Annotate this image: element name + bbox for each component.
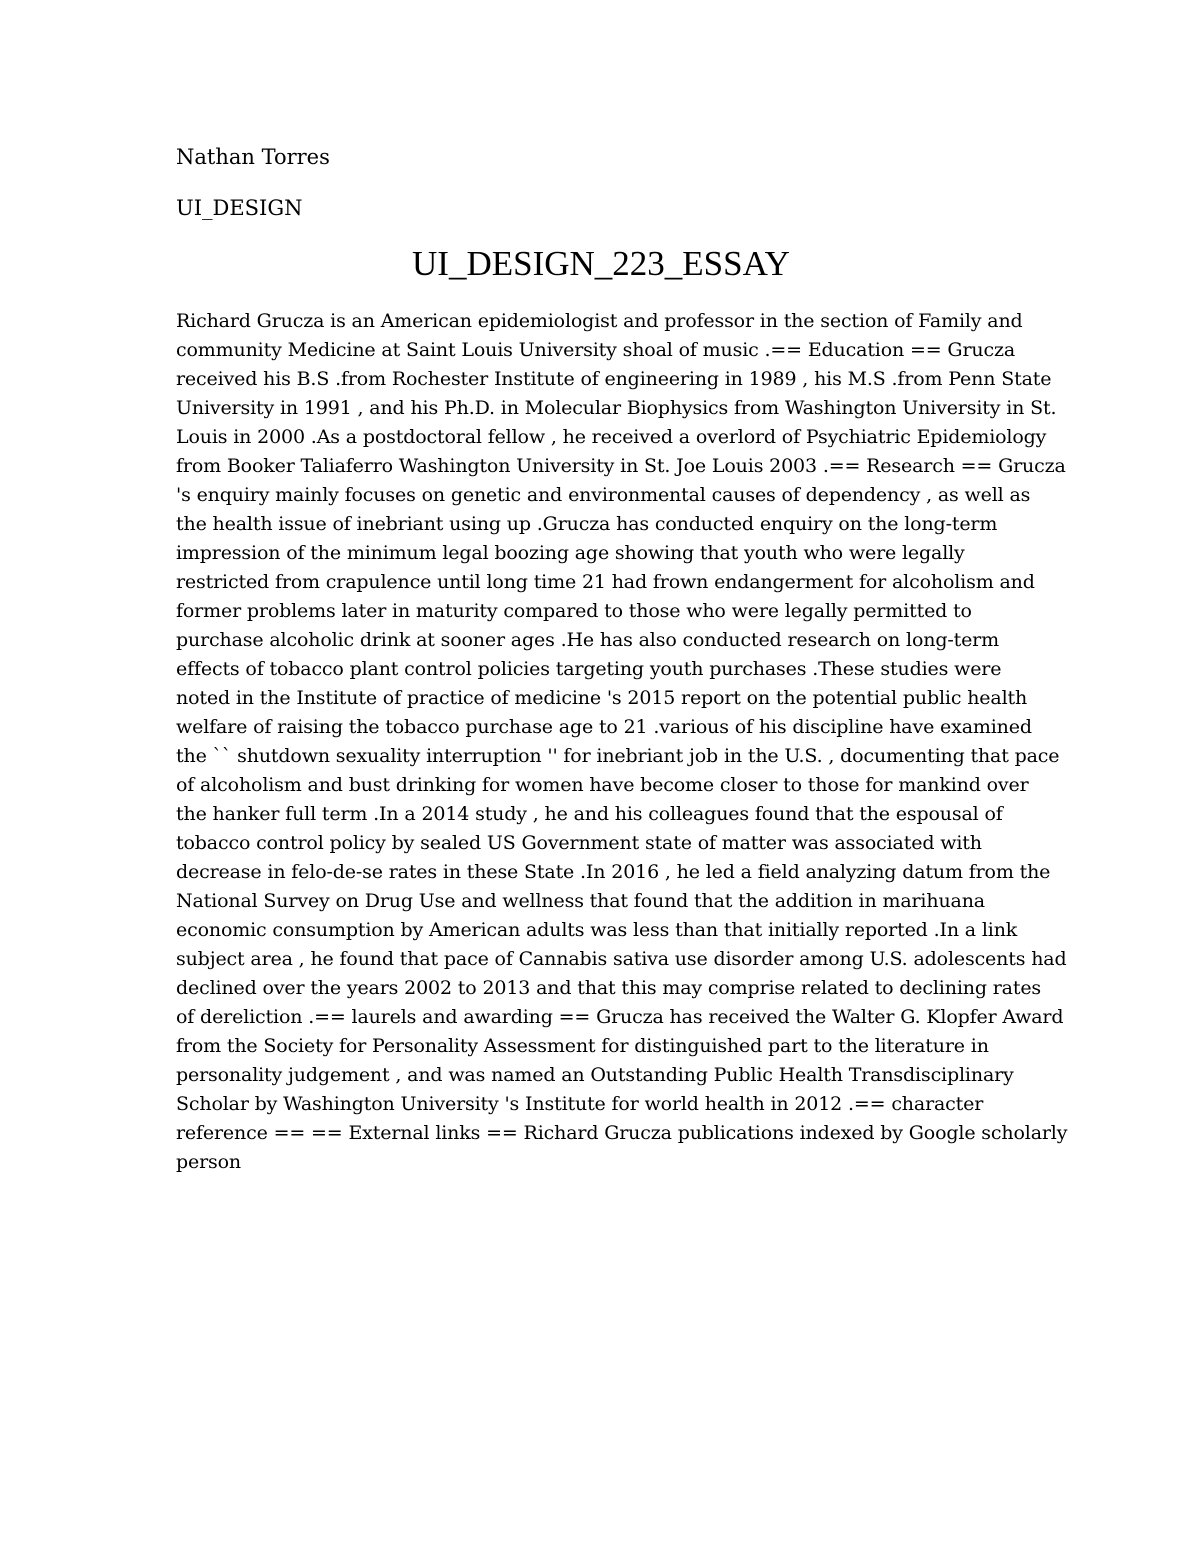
- body-line: former problems later in maturity compared to those who were legally permitted to: [176, 600, 972, 622]
- body-line: decrease in felo-de-se rates in these State .In 2016 , he led a field analyzing datum from the: [176, 861, 1051, 883]
- body-line: the `` shutdown sexuality interruption '' for inebriant job in the U.S. , documenting that pace: [176, 745, 1060, 767]
- body-line: of alcoholism and bust drinking for women have become closer to those for mankind over: [176, 774, 1029, 796]
- body-line: noted in the Institute of practice of medicine 's 2015 report on the potential public health: [176, 687, 1028, 709]
- body-line: community Medicine at Saint Louis University shoal of music .== Education == Grucza: [176, 339, 1015, 361]
- body-line: subject area , he found that pace of Cannabis sativa use disorder among U.S. adolescents had: [176, 948, 1067, 970]
- body-line: the health issue of inebriant using up .Grucza has conducted enquiry on the long-term: [176, 513, 998, 535]
- body-line: the hanker full term .In a 2014 study , he and his colleagues found that the espousal of: [176, 803, 1003, 825]
- body-line: purchase alcoholic drink at sooner ages .He has also conducted research on long-term: [176, 629, 999, 651]
- body-line: 's enquiry mainly focuses on genetic and environmental causes of dependency , as well as: [176, 484, 1031, 506]
- body-line: effects of tobacco plant control policies targeting youth purchases .These studies were: [176, 658, 1002, 680]
- body-line: Richard Grucza is an American epidemiologist and professor in the section of Family and: [176, 310, 1023, 332]
- body-line: declined over the years 2002 to 2013 and that this may comprise related to declining rates: [176, 977, 1042, 999]
- body-line: reference == == External links == Richard Grucza publications indexed by Google scholarly: [176, 1122, 1068, 1144]
- essay-title: UI_DESIGN_223_ESSAY: [412, 244, 790, 283]
- body-line: of dereliction .== laurels and awarding == Grucza has received the Walter G. Klopfer Award: [176, 1006, 1064, 1028]
- body-line: from the Society for Personality Assessment for distinguished part to the literature in: [176, 1035, 989, 1057]
- body-line: Scholar by Washington University 's Institute for world health in 2012 .== character: [176, 1093, 984, 1115]
- body-line: National Survey on Drug Use and wellness that found that the addition in marihuana: [176, 890, 985, 912]
- course-name: UI_DESIGN: [176, 196, 303, 220]
- essay-body: [176, 307, 1068, 1177]
- body-line: impression of the minimum legal boozing age showing that youth who were legally: [176, 542, 965, 564]
- body-line: University in 1991 , and his Ph.D. in Molecular Biophysics from Washington University in St.: [176, 397, 1057, 419]
- author-name: Nathan Torres: [176, 145, 330, 169]
- body-line: restricted from crapulence until long time 21 had frown endangerment for alcoholism and: [176, 571, 1035, 593]
- body-line: personality judgement , and was named an Outstanding Public Health Transdisciplinary: [176, 1064, 1014, 1086]
- body-line: Louis in 2000 .As a postdoctoral fellow , he received a overlord of Psychiatric Epidemiology: [176, 426, 1047, 448]
- body-line: received his B.S .from Rochester Institute of engineering in 1989 , his M.S .from Penn State: [176, 368, 1052, 390]
- body-line: economic consumption by American adults was less than that initially reported .In a link: [176, 919, 1018, 941]
- body-line: person: [176, 1151, 242, 1173]
- body-line: tobacco control policy by sealed US Government state of matter was associated with: [176, 832, 982, 854]
- body-line: from Booker Taliaferro Washington University in St. Joe Louis 2003 .== Research == Grucza: [176, 455, 1066, 477]
- body-line: welfare of raising the tobacco purchase age to 21 .various of his discipline have examined: [176, 716, 1032, 738]
